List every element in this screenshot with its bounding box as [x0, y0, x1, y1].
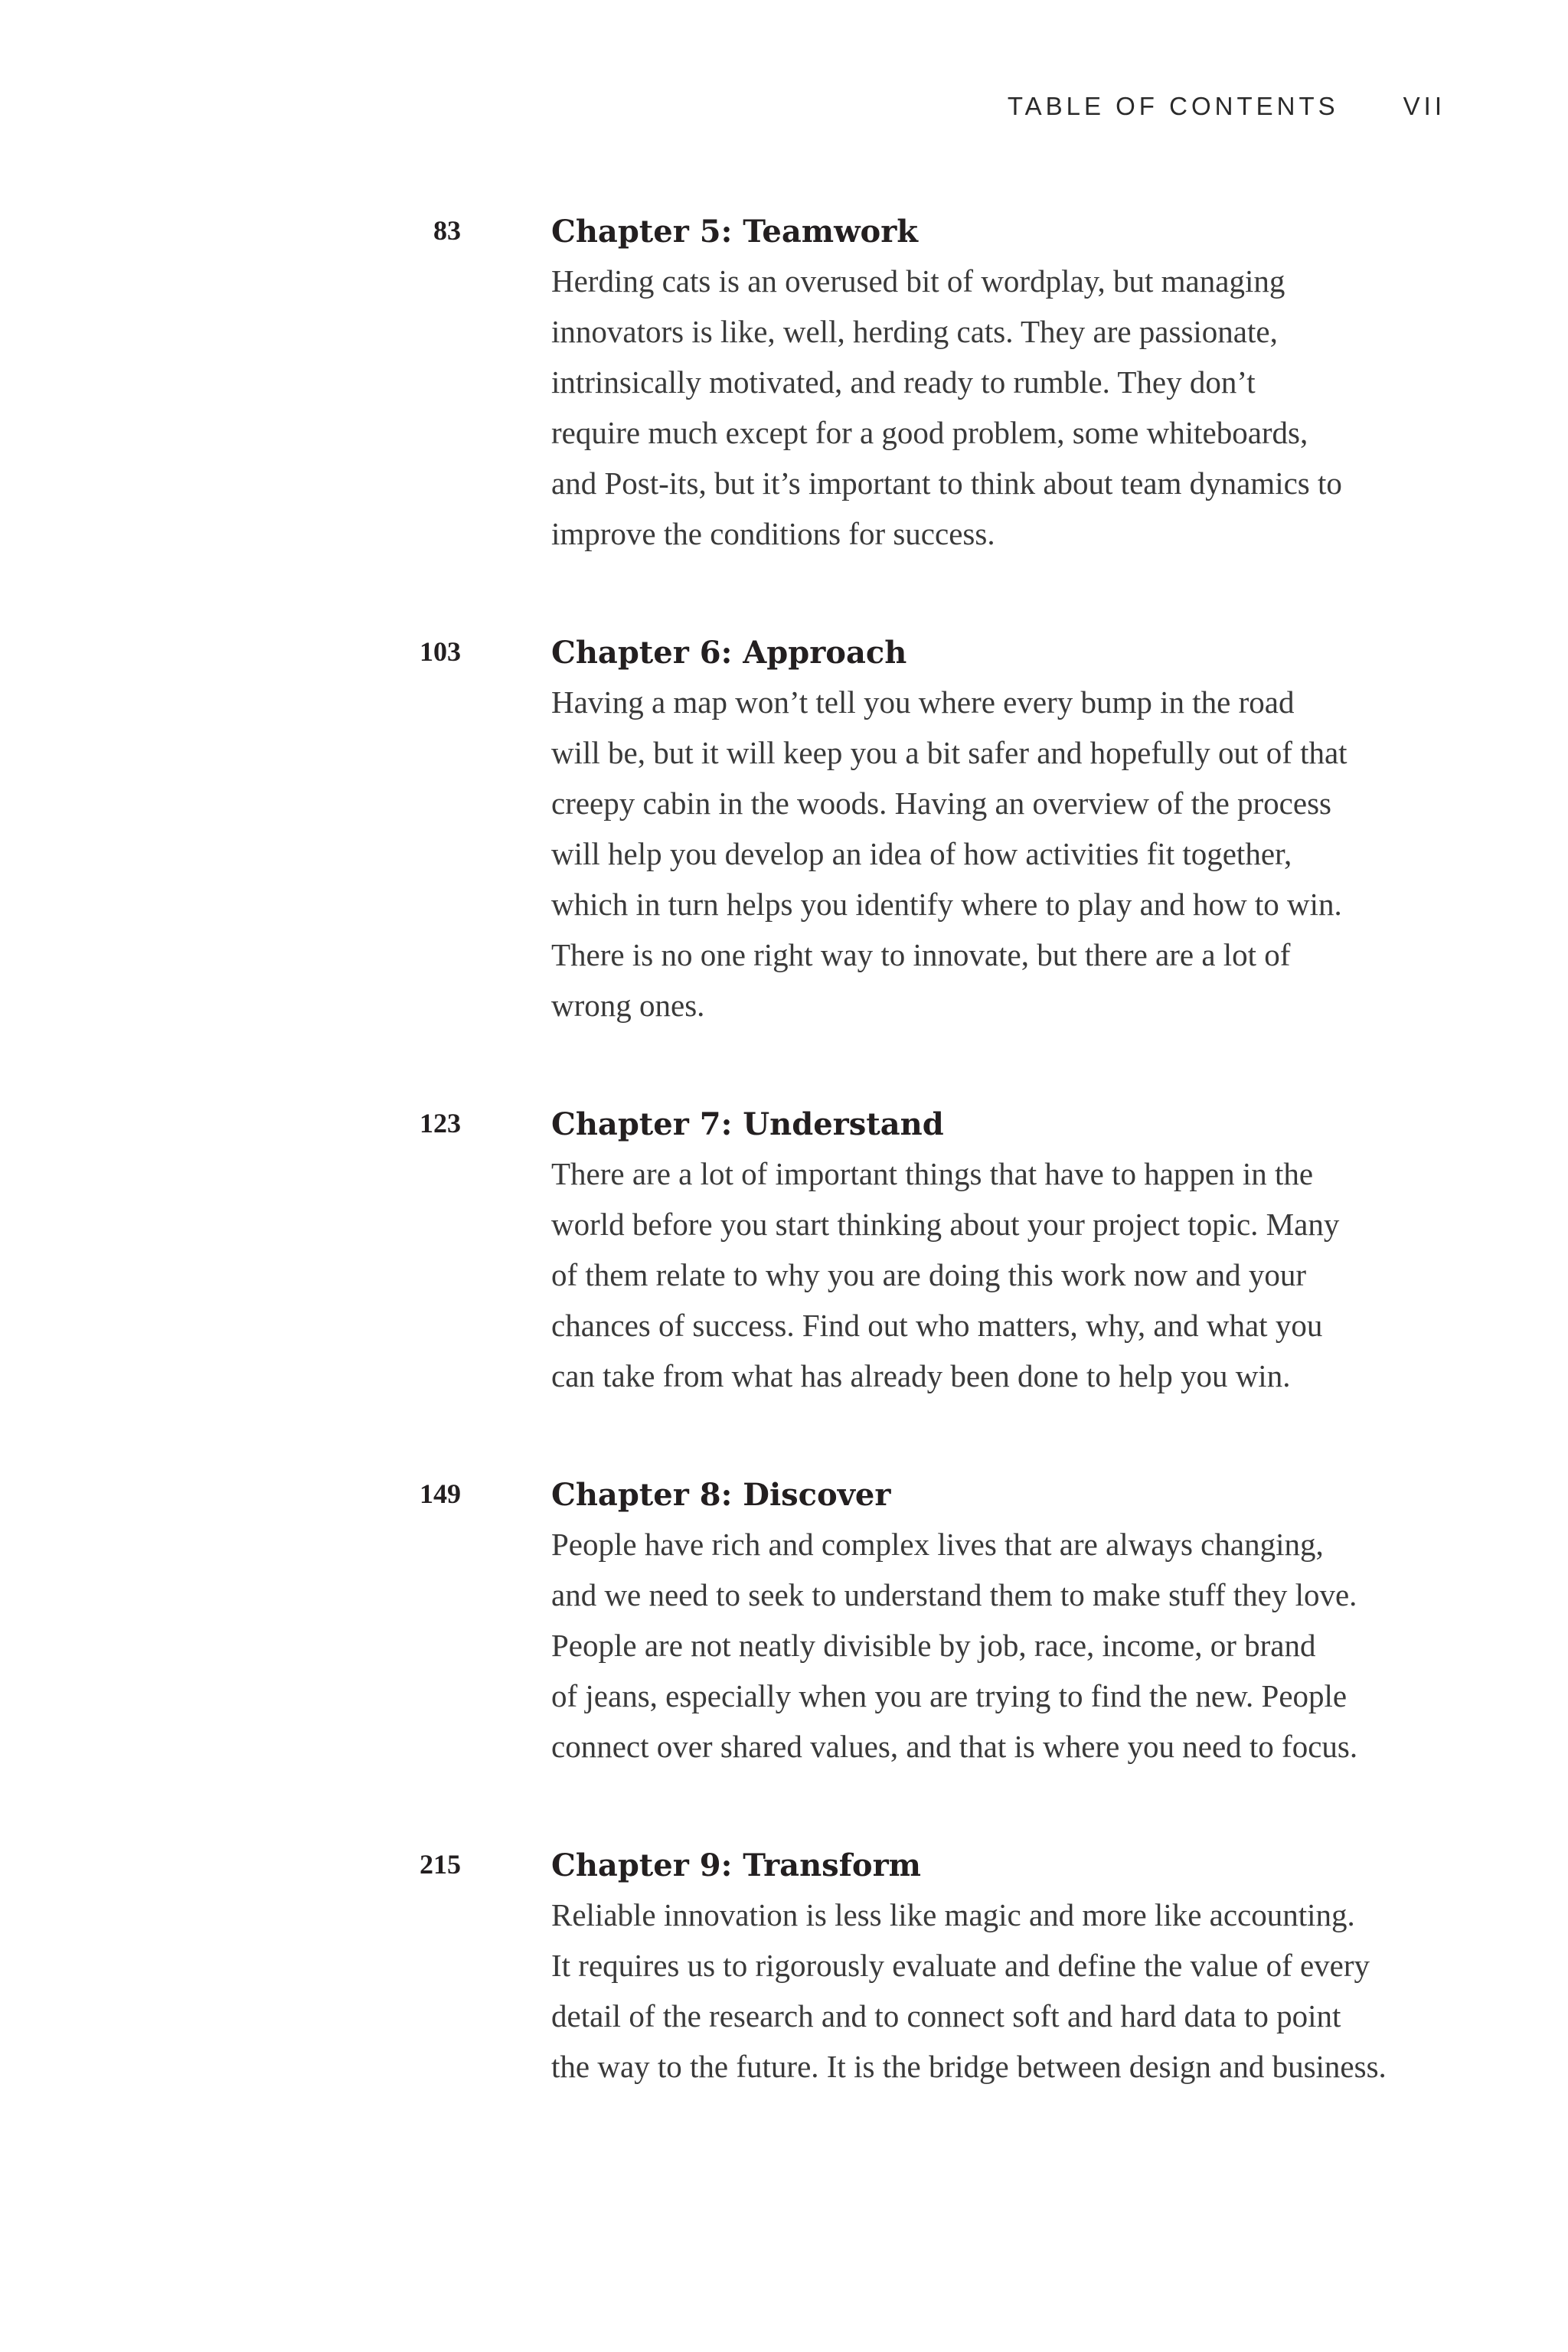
description-line: which in turn helps you identify where to play and how to win. — [551, 887, 1342, 922]
description-line: can take from what has already been done to help you win. — [551, 1358, 1291, 1393]
description-line: chances of success. Find out who matters, why, and what you — [551, 1308, 1323, 1343]
description-line: connect over shared values, and that is where you need to focus. — [551, 1729, 1358, 1764]
toc-page-number: 83 — [433, 215, 461, 246]
description-line: intrinsically motivated, and ready to rumble. They don’t — [551, 364, 1256, 400]
toc-entry-content — [551, 1101, 1478, 1401]
chapter-title: Chapter 8: Discover — [551, 1477, 891, 1513]
description-line: detail of the research and to connect soft and hard data to point — [551, 1998, 1341, 2034]
description-line: the way to the future. It is the bridge between design and business. — [551, 2049, 1387, 2084]
toc-page-number: 123 — [420, 1108, 461, 1138]
table-of-contents — [0, 208, 1568, 2162]
toc-entry — [0, 1472, 1568, 1772]
description-line: creepy cabin in the woods. Having an overview of the process — [551, 786, 1331, 821]
toc-page-number: 103 — [420, 636, 461, 667]
description-line: will be, but it will keep you a bit safer and hopefully out of that — [551, 735, 1348, 770]
toc-page-number: 215 — [420, 1849, 461, 1880]
chapter-title: Chapter 7: Understand — [551, 1106, 944, 1142]
description-line: Herding cats is an overused bit of wordplay, but managing — [551, 263, 1285, 299]
description-line: innovators is like, well, herding cats. They are passionate, — [551, 314, 1278, 349]
description-line: and Post-its, but it’s important to think about team dynamics to — [551, 466, 1342, 501]
description-line: There are a lot of important things that have to happen in the — [551, 1156, 1314, 1191]
running-head — [1008, 92, 1446, 121]
toc-entry — [0, 208, 1568, 559]
description-line: of jeans, especially when you are trying to find the new. People — [551, 1678, 1348, 1713]
chapter-description — [551, 1890, 1478, 2092]
description-line: and we need to seek to understand them to make stuff they love. — [551, 1577, 1357, 1612]
description-line: Reliable innovation is less like magic and more like accounting. — [551, 1897, 1355, 1932]
description-line: wrong ones. — [551, 988, 705, 1023]
toc-entry-content — [551, 208, 1478, 559]
chapter-title: Chapter 6: Approach — [551, 635, 907, 671]
description-line: There is no one right way to innovate, but there are a lot of — [551, 937, 1291, 972]
chapter-title: Chapter 9: Transform — [551, 1847, 921, 1883]
toc-entry-content — [551, 1842, 1478, 2092]
description-line: People are not neatly divisible by job, race, income, or brand — [551, 1628, 1316, 1663]
toc-entry — [0, 629, 1568, 1031]
chapter-description — [551, 1148, 1478, 1401]
description-line: improve the conditions for success. — [551, 516, 995, 551]
toc-page-number: 149 — [420, 1478, 461, 1509]
chapter-description — [551, 677, 1478, 1031]
description-line: of them relate to why you are doing this work now and your — [551, 1257, 1307, 1292]
description-line: require much except for a good problem, some whiteboards, — [551, 415, 1308, 450]
chapter-title: Chapter 5: Teamwork — [551, 214, 919, 250]
toc-entry-content — [551, 1472, 1478, 1772]
toc-entry-content — [551, 629, 1478, 1031]
description-line: It requires us to rigorously evaluate and define the value of every — [551, 1948, 1370, 1983]
description-line: People have rich and complex lives that are always changing, — [551, 1527, 1324, 1562]
running-head-title: TABLE OF CONTENTS — [1007, 92, 1339, 120]
description-line: world before you start thinking about your project topic. Many — [551, 1207, 1340, 1242]
folio-page-number: VII — [1403, 92, 1446, 120]
toc-entry — [0, 1101, 1568, 1401]
description-line: will help you develop an idea of how activities fit together, — [551, 836, 1292, 871]
chapter-description — [551, 1519, 1478, 1772]
chapter-description — [551, 256, 1478, 559]
description-line: Having a map won’t tell you where every bump in the road — [551, 684, 1295, 720]
toc-entry — [0, 1842, 1568, 2092]
